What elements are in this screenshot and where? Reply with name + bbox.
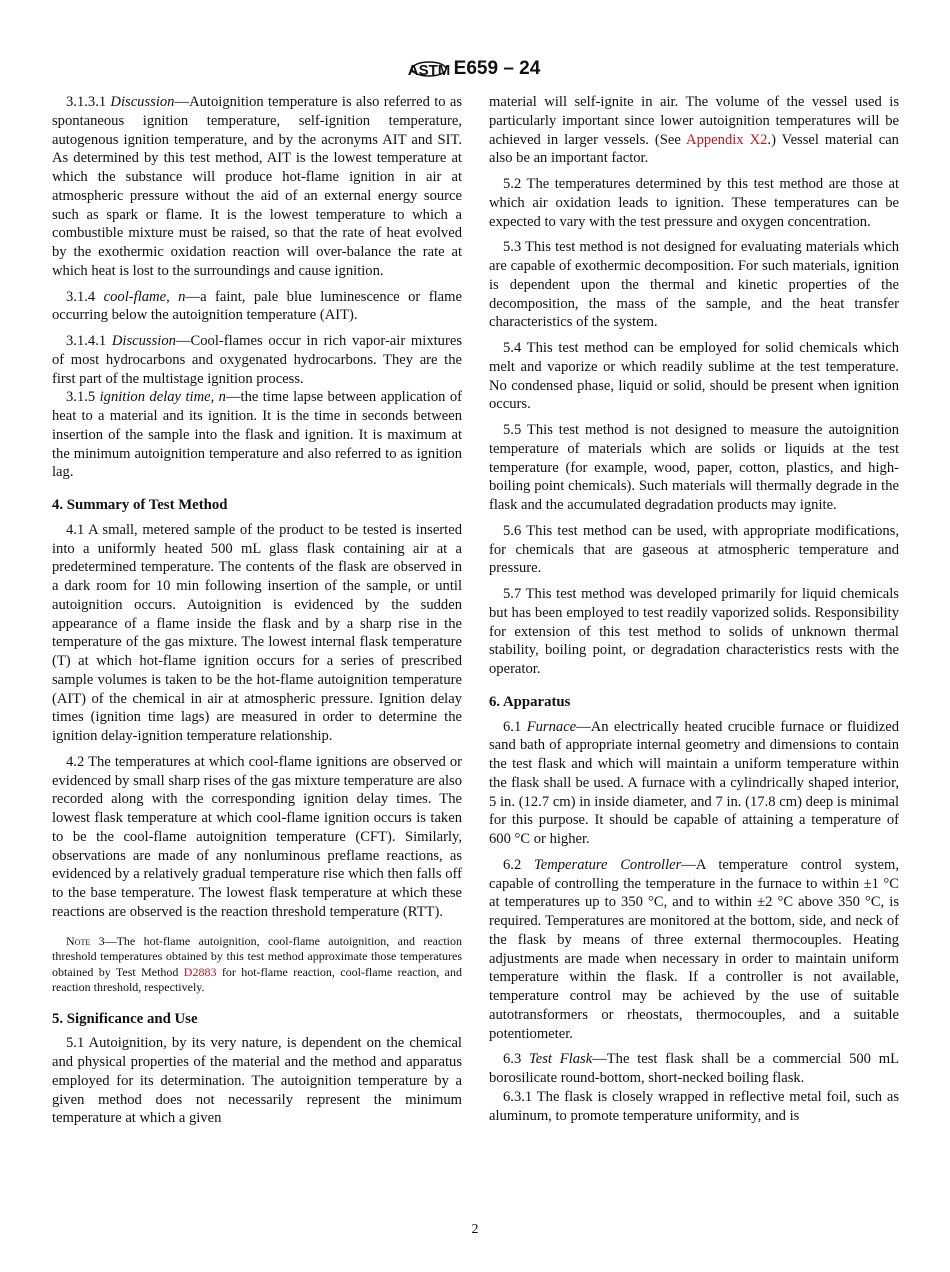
section-heading (52, 1010, 462, 1029)
text-run: —An electrically heated crucible furnace or fluidized sand bath of appropriate internal geometry and dimensions to contain the test flask and which will maintain a uniform temperature within the flask shall be used. A furnace with a cylindrically shaped interior, 5 in. (12.7 cm) in inside diameter, and 7 in. (17.8 cm) deep is minimal for this purpose. It should be capable of attaining a temperature of 600 °C or higher. (489, 718, 900, 847)
text-run: 4.1 A small, metered sample of the product to be tested is inserted into a uniformly heated 500 mL glass flask containing air at a predetermined temperature. The contents of the flask are observed in a dark room for 10 min following insertion of the sample, or until autoignition occurs. Autoignition is evidenced by the sudden appearance of a flame inside the flask and by a sharp rise in the temperature of the gas mixture. The lowest internal flask temperature (T) at which hot-flame ignition occurs for a series of prescribed sample volumes is taken to be the hot-flame autoignition temperature (AIT) of the chemical in air at atmospheric pressure. Ignition delay times (ignition time lags) are measured in order to determine the ignition delay-ignition temperature relationship. (52, 521, 462, 744)
paragraph (52, 1034, 462, 1128)
text-run: 4.2 The temperatures at which cool-flame ignitions are observed or evidenced by small sharp rises of the gas mixture temperature are also recorded along with the corresponding ignition delay times. The lowest flask temperature at which cool-flame ignition occurs is taken to be the cool-flame autoignition temperature (CFT). Similarly, observations are made of any nonluminous preflame reactions, as evidenced by a relatively gradual temperature rise which then falls off to the base temperature. The lowest flask temperature at which these reactions are observed is the reaction threshold temperature (RTT). (52, 753, 462, 920)
text-run: 5.7 This test method was developed primarily for liquid chemicals but has been employed to test readily vaporized solids. Responsibility for extension of this test method to solids of unknown thermal stability, boiling point, or degradation characteristics rests with the operator. (489, 586, 899, 677)
text-run: —a faint, pale blue luminescence or flame occurring below the autoignition temperature (AIT). (52, 288, 462, 324)
paragraph (489, 1050, 899, 1088)
paragraph (52, 288, 462, 326)
term-text: Discussion (110, 94, 175, 110)
text-run: 3.1.3.1 (66, 94, 111, 110)
paragraph (52, 93, 462, 281)
text-run: 4. Summary of Test Method (52, 497, 228, 513)
paragraph (52, 388, 462, 482)
paragraph (489, 1088, 899, 1126)
paragraph (52, 753, 462, 922)
text-run: 5. Significance and Use (52, 1010, 198, 1027)
term-text: Discussion (111, 333, 176, 349)
text-run: 5.6 This test method can be used, with appropriate modifications, for chemicals that are gaseous at atmospheric temperature and pressure. (489, 522, 899, 577)
paragraph (489, 421, 899, 515)
text-run: —A temperature control system, capable of controlling the temperature in the furnace to within ±1 °C at temperatures up to 350 °C, and to within ±2 °C above 350 °C, is required. Temperatures are monitored at the bottom, side, and neck of the flask by means of three external thermocouples. Heating adjustments are made when necessary in order to maintain uniform temperature within the flask. If a controller is not available, temperature control may be achieved by the use of suitable autotransformers or rheostats, thermocouples, and a suitable potentiometer. (489, 856, 900, 1042)
term-text: cool-flame, n (103, 288, 186, 305)
paragraph (489, 856, 899, 1044)
text-run: 6. Apparatus (489, 693, 571, 710)
note-paragraph (52, 934, 462, 996)
reference-link[interactable]: D2883 (183, 964, 217, 979)
text-run: —the time lapse between application of heat to a material and its ignition. It is the time in seconds between insertion of the sample into the flask and ignition. It is maximum at the minimum autoignition temperature and also referred to as ignition lag. (52, 389, 463, 481)
text-run: for hot-flame reaction, cool-flame reaction, and reaction threshold, respectively. (52, 964, 462, 994)
paragraph (52, 521, 462, 746)
text-run: —The test flask shall be a commercial 500 mL borosilicate round-bottom, short-necked boiling flask. (489, 1051, 899, 1086)
text-run: 6.3 (503, 1051, 529, 1068)
text-run: 3.1.5 (66, 389, 100, 406)
text-run: 3—The hot-flame autoignition, cool-flame autoignition, and reaction threshold temperatures obtained by this test method approximate those temperatures obtained by Test Method (52, 933, 462, 979)
text-run: 6.2 (503, 856, 534, 873)
text-run: 3.1.4.1 (66, 333, 112, 349)
text-run: —Cool-flames occur in rich vapor-air mixtures of most hydrocarbons and oxygenated hydrocarbons. They are the first part of the multistage ignition process. (52, 333, 462, 387)
right-column (489, 93, 899, 1132)
text-run: 5.4 This test method can be employed for solid chemicals which melt and vaporize or which readily sublime at the test temperature. No condensed phase, liquid or solid, should be present when ignition occurs. (489, 340, 899, 413)
paragraph (489, 718, 899, 849)
text-run: .) Vessel material can also be an important factor. (489, 131, 899, 167)
text-run: —Autoignition temperature is also referred to as spontaneous ignition temperature, self-ignition temperature, autogenous ignition temperature, and by the acronyms AIT and SIT. As determined by this test method, AIT is the lowest temperature at which the substance will produce hot-flame ignition in air at atmospheric pressure without the aid of an external energy source such as spark or flame. It is the lowest temperature to which a combustible mixture must be raised, so that the rate of heat evolved by the exothermic oxidation reaction will over-balance the rate at which heat is lost to the surroundings and cause ignition. (52, 94, 462, 279)
page-header (0, 54, 950, 84)
paragraph (489, 339, 899, 414)
paragraph (489, 522, 899, 578)
text-run: material will self-ignite in air. The volume of the vessel used is particularly important since lower autoignition temperatures will be achieved in larger vessels. (See (489, 94, 899, 148)
paragraph (489, 585, 899, 679)
page-number: 2 (471, 1222, 479, 1237)
paragraph (489, 238, 899, 332)
paragraph (489, 93, 899, 168)
text-run: 5.5 This test method is not designed to measure the autoignition temperature of materials which are solids or liquids at the test temperature (for example, wood, paper, cotton, plastics, and high-boiling point chemicals). Such materials will thermally degrade in the flask and the accumulated degradation products may ignite. (489, 422, 899, 513)
term-text: ignition delay time, n (99, 389, 226, 406)
term-text: Temperature Controller (533, 856, 682, 873)
text-run: 6.3.1 The flask is closely wrapped in reflective metal foil, such as aluminum, to promote temperature uniformity, and is (489, 1088, 899, 1124)
term-text: Furnace (526, 718, 577, 735)
astm-logo-icon (407, 54, 450, 84)
paragraph (52, 332, 462, 388)
paragraph (489, 175, 899, 231)
section-heading (489, 693, 899, 712)
text-run: 5.3 This test method is not designed for evaluating materials which are capable of exothermic decomposition. For such materials, ignition is dependent upon the thermal and kinetic properties of the decomposition, the mass of the sample, and the heat transfer characteristics of the system. (489, 239, 899, 331)
section-heading (52, 496, 462, 515)
text-run: 6.1 (503, 718, 527, 735)
left-column (52, 93, 462, 1135)
svg-text:ASTM: ASTM (407, 62, 450, 79)
note-label: Note (66, 933, 91, 948)
text-run: 3.1.4 (66, 288, 104, 305)
document-id: E659 – 24 (453, 58, 541, 79)
text-run: 5.1 Autoignition, by its very nature, is dependent on the chemical and physical properties of the material and the method and apparatus employed for its determination. The autoignition temperature by a given method does not necessarily represent the minimum temperature at which a given (52, 1035, 462, 1127)
reference-link[interactable]: Appendix X2 (686, 131, 768, 148)
term-text: Test Flask (529, 1051, 593, 1068)
text-run: 5.2 The temperatures determined by this test method are those at which air oxidation leads to ignition. These temperatures can be expected to vary with the test pressure and oxygen concentration. (489, 176, 899, 230)
